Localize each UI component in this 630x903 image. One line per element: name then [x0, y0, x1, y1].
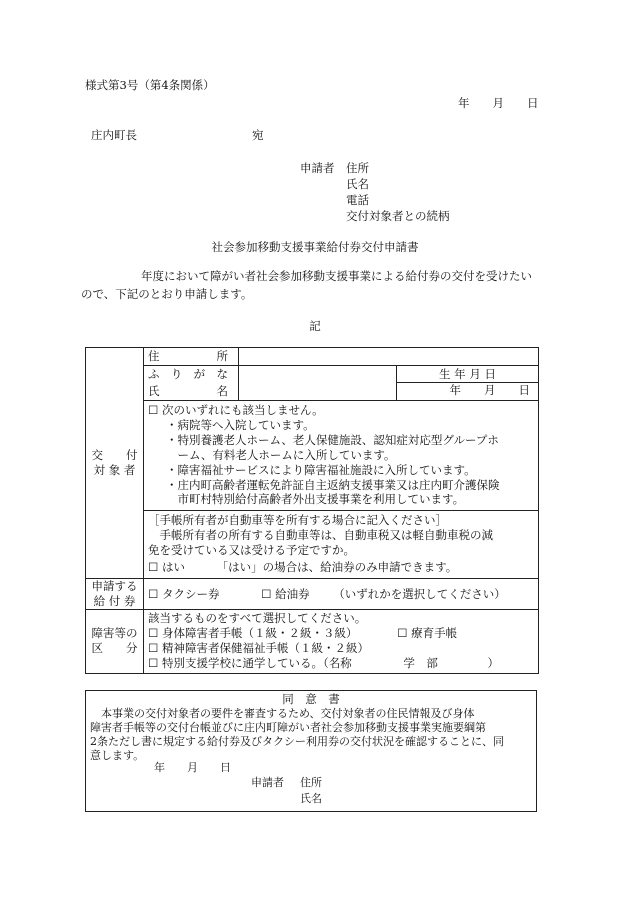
taxi-label: タクシー券: [161, 586, 220, 601]
address-input[interactable]: [239, 348, 539, 366]
school-option[interactable]: [148, 656, 534, 671]
document-title: 社会参加移動支援事業給付券交付申請書: [211, 240, 419, 254]
disability-label-line-1: 障害等の: [91, 626, 138, 641]
physical-label: 身体障害者手帳（１級・２級・３級）: [161, 625, 358, 640]
consent-box: [85, 690, 537, 812]
name-label: 氏名: [148, 383, 228, 398]
yes-note: 「はい」の場合は、給油券のみ申請できます。: [216, 560, 458, 575]
choose-one-note: （いずれかを選択してください）: [333, 586, 506, 601]
checkbox-icon[interactable]: ☐: [397, 625, 408, 640]
furigana-label-cell: [144, 365, 239, 382]
vehicle-question-line-2: 免を受けている又は受ける予定ですか。: [148, 543, 355, 558]
form-number: 様式第3号（第4条関係）: [85, 78, 215, 92]
applicant-label: 申請者: [300, 161, 335, 175]
eligibility-item: ーム、有料老人ホームに入所しています。: [166, 447, 396, 462]
checkbox-icon[interactable]: ☐: [148, 640, 159, 655]
checkbox-icon[interactable]: ☐: [148, 625, 159, 640]
vehicle-question-line-1: 手帳所有者の所有する自動車等は、自動車税又は軽自動車税の減: [148, 528, 493, 543]
eligibility-cell: [144, 400, 539, 511]
addressee-honorific: 宛: [252, 128, 264, 142]
disability-header: [86, 610, 144, 674]
header-date: 年 月 日: [458, 96, 539, 110]
consent-title: 同 意 書: [282, 692, 340, 706]
vehicle-note: ［手帳所有者が自動車等を所有する場合に記入ください］: [148, 513, 447, 528]
fuel-option[interactable]: [261, 587, 313, 601]
intro-line-2: ので、下記のとおり申請します。: [81, 287, 253, 301]
birth-date-value: 年 月 日: [449, 383, 530, 398]
applicant-name-field[interactable]: 氏名: [346, 177, 369, 191]
ticket-type-header: [86, 579, 144, 610]
vehicle-cell: [144, 511, 539, 579]
checkbox-icon[interactable]: ☐: [261, 586, 272, 601]
checkbox-icon[interactable]: ☐: [148, 402, 159, 417]
consent-line-2: 障害者手帳等の交付台帳並びに庄内町障がい者社会参加移動支援事業実施要綱第: [90, 721, 486, 734]
checkbox-icon[interactable]: ☐: [148, 655, 159, 670]
name-label-cell: [144, 383, 239, 400]
target-person-header: [86, 348, 144, 579]
ticket-label-line-2: 給 付 券: [93, 594, 136, 609]
applicant-phone-field[interactable]: 電話: [346, 193, 369, 207]
eligibility-item: 市町村特別給付高齢者外出支援事業を利用しています。: [166, 492, 465, 507]
gakubu-label: 学 部: [403, 655, 438, 670]
paren-close: ）: [487, 655, 500, 670]
applicant-relationship-field[interactable]: 交付対象者との続柄: [346, 209, 450, 223]
birth-date-input[interactable]: [397, 383, 539, 400]
mental-label: 精神障害者保健福祉手帳（１級・２級）: [161, 640, 369, 655]
ryoiku-label: 療育手帳: [411, 625, 458, 640]
address-label: 住所: [148, 349, 228, 363]
addressee: 庄内町長: [91, 128, 137, 142]
checkbox-icon[interactable]: ☐: [148, 586, 159, 601]
eligibility-item: ・障害福祉サービスにより障害福祉施設に入所しています。: [166, 462, 476, 477]
yes-label: はい: [161, 560, 185, 575]
consent-name-field[interactable]: 氏名: [300, 792, 322, 805]
consent-applicant-label: 申請者: [251, 776, 284, 789]
applicant-address-field[interactable]: 住所: [346, 161, 369, 175]
physical-option[interactable]: [148, 626, 361, 640]
taxi-option[interactable]: [148, 587, 223, 601]
eligibility-item: ・病院等へ入院しています。: [166, 417, 315, 432]
disability-cell: [144, 610, 539, 674]
intro-line-1: 年度において障がい者社会参加移動支援事業による給付券の交付を受けたい: [141, 269, 532, 283]
consent-line-3: 2条ただし書に規定する給付券及びタクシー利用券の交付状況を確認することに、同: [90, 735, 504, 748]
target-label-line-1: 交 付: [91, 448, 138, 463]
application-table: [85, 347, 539, 674]
select-all-note: 該当するものをすべて選択してください。: [148, 611, 367, 625]
consent-date[interactable]: 年 月 日: [154, 761, 231, 774]
furigana-label: ふりがな: [148, 366, 228, 381]
ryoiku-option[interactable]: [397, 626, 457, 640]
consent-address-field[interactable]: 住所: [300, 776, 322, 789]
checkbox-icon[interactable]: ☐: [148, 560, 159, 575]
eligibility-item: ・特別養護老人ホーム、老人保健施設、認知症対応型グループホ: [166, 432, 499, 447]
none-apply-option[interactable]: [148, 403, 534, 418]
mental-option[interactable]: [148, 641, 534, 656]
consent-line-4: 意します。: [90, 749, 145, 762]
vehicle-yes-option[interactable]: [148, 560, 534, 575]
target-label-line-2: 対 象 者: [93, 463, 136, 478]
birth-date-header: [397, 365, 539, 382]
disability-label-line-2: 区 分: [91, 641, 138, 656]
ticket-type-cell: [144, 579, 539, 610]
birth-date-label: 生 年 月 日: [439, 366, 496, 381]
none-apply-label: 次のいずれにも該当しません。: [161, 402, 324, 417]
address-label-cell: [144, 348, 239, 366]
ticket-label-line-1: 申請する: [91, 579, 138, 594]
fuel-label: 給油券: [275, 586, 310, 601]
ki-heading: 記: [309, 319, 321, 333]
consent-line-1: 本事業の交付対象者の要件を審査するため、交付対象者の住民情報及び身体: [90, 707, 475, 720]
name-input[interactable]: [239, 383, 397, 400]
school-label: 特別支援学校に通学している。（名称: [161, 655, 352, 670]
eligibility-item: ・庄内町高齢者運転免許証自主返納支援事業又は庄内町介護保険: [166, 477, 500, 492]
furigana-input[interactable]: [239, 365, 397, 382]
